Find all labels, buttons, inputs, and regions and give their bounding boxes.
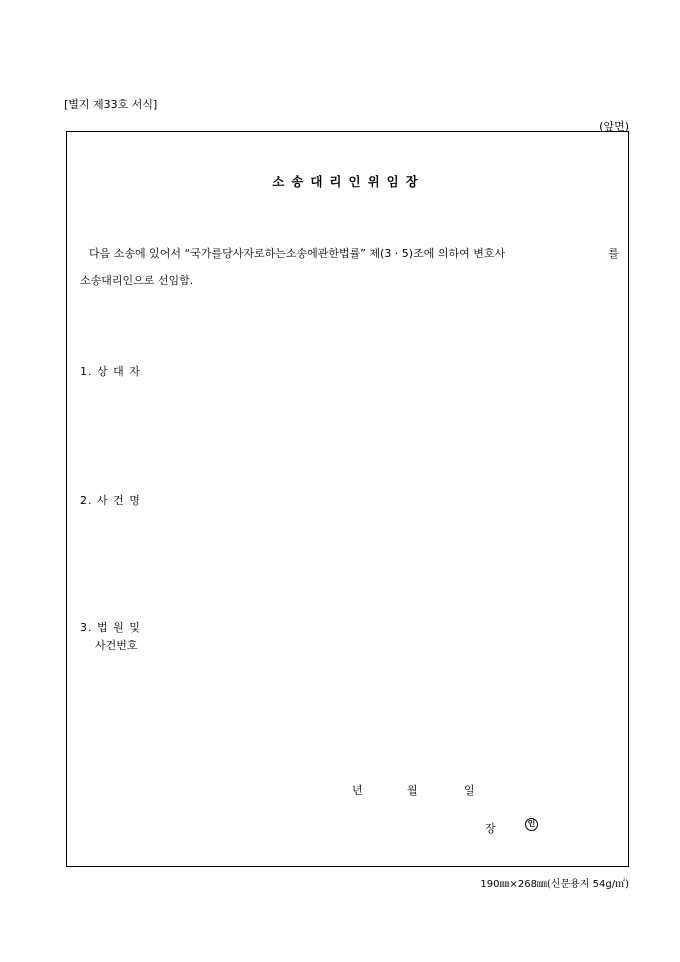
document-frame bbox=[66, 131, 629, 867]
paper-spec: 190㎜×268㎜(신문용지 54g/㎡) bbox=[480, 879, 629, 890]
page-side-label: (앞면) bbox=[599, 120, 629, 133]
signature-label: 장 bbox=[485, 822, 496, 835]
item-opposing-party: 1. 상 대 자 bbox=[80, 365, 141, 378]
item-case-number: 사건번호 bbox=[95, 639, 138, 652]
body-text-line-1: 다음 소송에 있어서 “국가를당사자로하는소송에관한법률” 제(3 · 5)조에 의하여 변호사 bbox=[89, 247, 506, 260]
date-year-label: 년 bbox=[352, 784, 363, 797]
body-text-line-2: 소송대리인으로 선임함. bbox=[80, 274, 194, 287]
date-day-label: 일 bbox=[464, 784, 475, 797]
body-text-suffix: 를 bbox=[608, 247, 619, 260]
document-title: 소송대리인위임장 bbox=[272, 174, 425, 189]
seal-icon: 인 bbox=[525, 818, 538, 831]
form-number-label: [별지 제33호 서식] bbox=[64, 98, 158, 111]
item-case-name: 2. 사 건 명 bbox=[80, 494, 141, 507]
item-court: 3. 법 원 및 bbox=[80, 621, 141, 634]
date-month-label: 월 bbox=[407, 784, 418, 797]
